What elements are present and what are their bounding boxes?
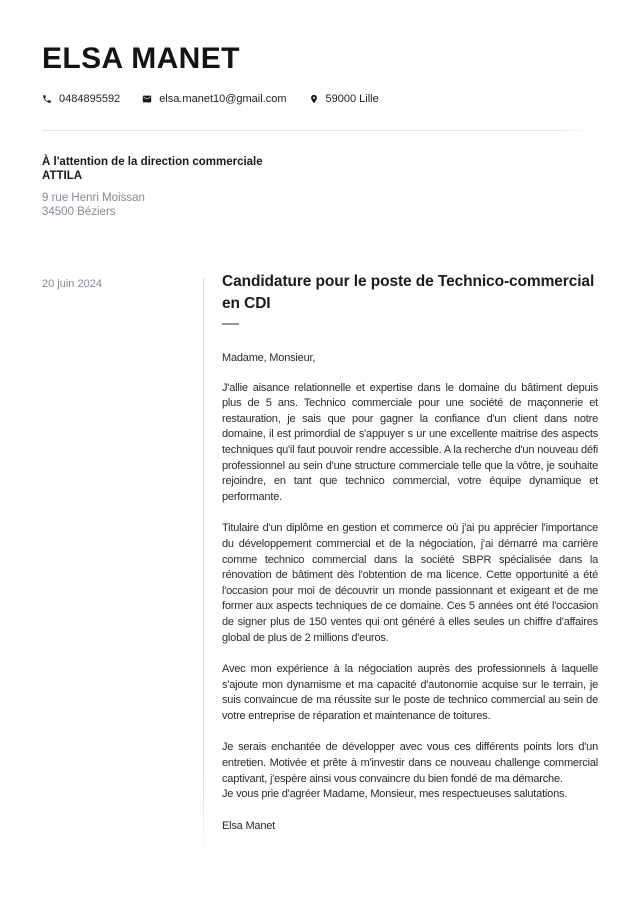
paragraph-2: Titulaire d'un diplôme en gestion et commerce où j'ai pu apprécier l'importance du développement commercial et de la négociation, j'ai démarré ma carrière comme technico commercial dans la société SBPR spécialisée dans la rénovation de bâtiment dès l'obtention de ma licence. Cette opportunité a été l'occasion pour moi de découvrir un monde passionnant et exigeant et de me former aux aspects techniques de ce domaine. Ces 5 années ont été l'occasion de signer plus de 150 ventes qui ont généré à elles seules un chiffre d'affaires global de plus de 2 millions d'euros. (222, 522, 598, 644)
vertical-divider (203, 278, 204, 862)
closing-line: Je vous prie d'agréer Madame, Monsieur, mes respectueuses salutations. (222, 788, 568, 801)
phone-number: 0484895592 (59, 93, 121, 105)
recipient-address-line2: 34500 Béziers (42, 205, 116, 218)
paragraph-1: J'allie aisance relationnelle et expertise dans le domaine du bâtiment depuis plus de 5 ans. Technico commerciale pour une société de maçonnerie et restauration, je sais que pour gagner la confiance d'un client dans notre domaine, il est primordial de s'appuyer s ur une excellente maitrise des aspects techniques qu'il faut pouvoir rendre accessible. A la recherche d'un nouveau défi professionnel au sein d'une structure commerciale telle que la vôtre, je souhaite rejoindre, en tant que technico commercial, votre équipe dynamique et performante. (222, 381, 598, 503)
recipient-company: ATTILA (42, 169, 83, 182)
contact-phone (42, 93, 120, 105)
salutation: Madame, Monsieur, (222, 352, 316, 364)
paragraph-3: Avec mon expérience à la négociation auprès des professionnels à laquelle s'ajoute mon dynamisme et ma capacité d'autonomie acquise sur le terrain, je suis convaincue de ma réussite sur le poste de technico commercial au sein de votre entreprise de réparation et maintenance de toitures. (222, 663, 598, 722)
letter-subject: Candidature pour le poste de Technico-commercial en CDI (222, 273, 595, 312)
paragraph-4-text: Je serais enchantée de développer avec vous ces différents points lors d'un entretien. Motivée et prête à m'investir dans ce nouveau challenge commercial captivant, j'espère ainsi vous convaincre du bien fondé de ma démarche. (222, 741, 598, 785)
recipient-attention: À l'attention de la direction commerciale (42, 156, 263, 168)
header (42, 44, 598, 105)
email-address: elsa.manet10@gmail.com (159, 93, 287, 105)
recipient-block (42, 156, 362, 219)
signature: Elsa Manet (222, 819, 276, 832)
contact-row (42, 93, 598, 105)
paragraph-4 (222, 740, 598, 802)
applicant-name: ELSA MANET (42, 42, 240, 75)
contact-location (309, 93, 379, 105)
letter-body (222, 271, 598, 834)
recipient-address (42, 192, 362, 219)
recipient-name-block (42, 156, 362, 183)
letter-date: 20 juin 2024 (42, 278, 102, 290)
header-divider (42, 130, 598, 131)
subject-underline (222, 323, 239, 325)
location-pin-icon (309, 94, 319, 104)
phone-icon (42, 94, 52, 104)
mail-icon (142, 94, 152, 104)
contact-email (142, 93, 286, 105)
location-text: 59000 Lille (325, 93, 379, 105)
recipient-address-line1: 9 rue Henri Moissan (42, 192, 145, 204)
